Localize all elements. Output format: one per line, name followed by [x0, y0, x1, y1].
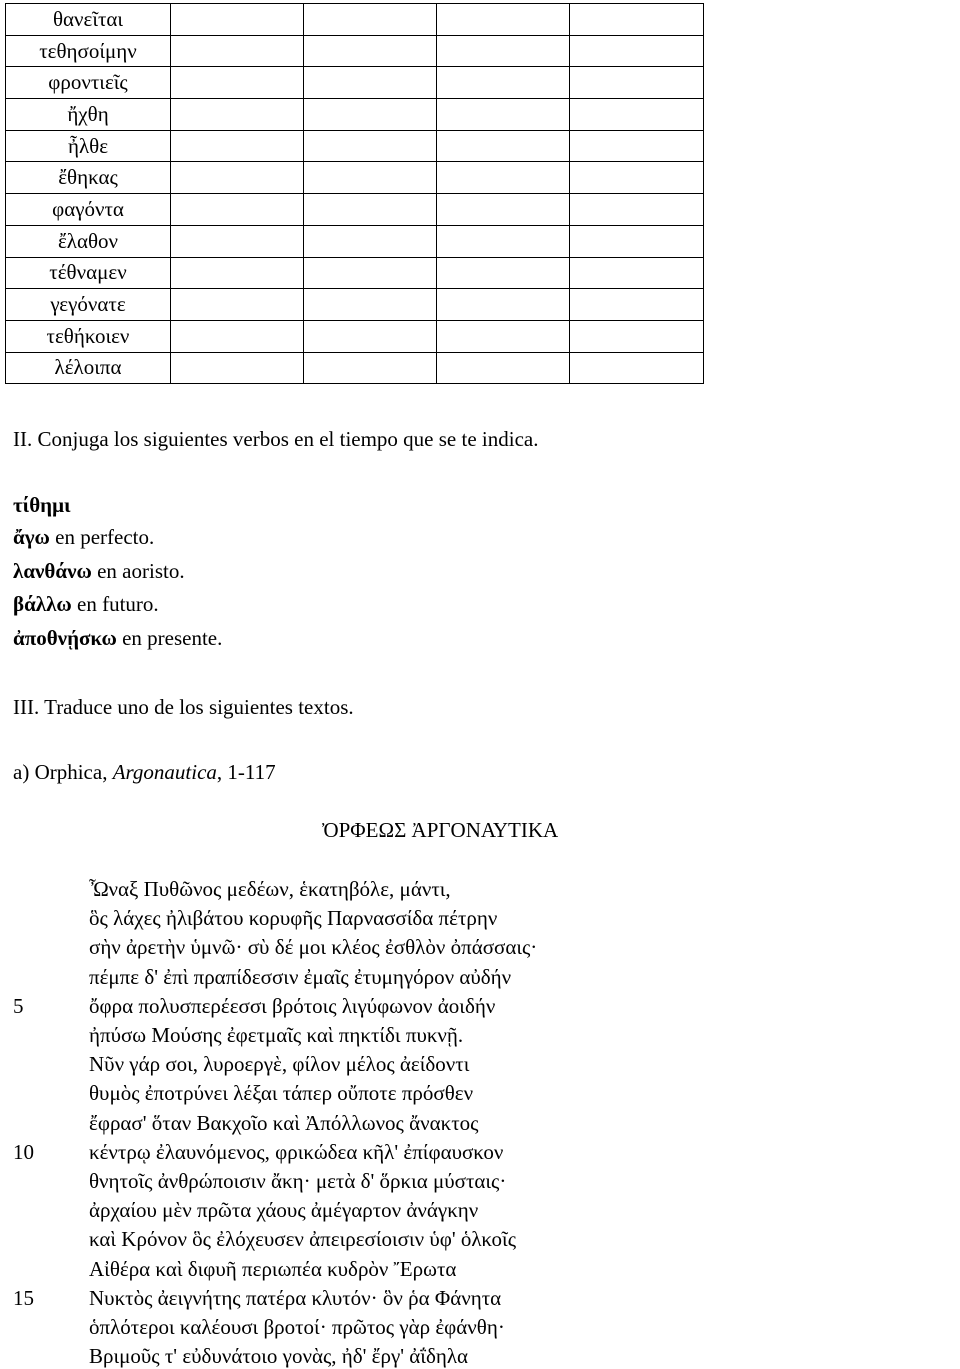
verb-item-verb: λανθάνω: [13, 559, 92, 583]
vocab-answer-cell: [570, 225, 704, 257]
vocab-answer-cell: [304, 194, 437, 226]
vocab-answer-cell: [570, 162, 704, 194]
vocab-answer-cell: [171, 225, 304, 257]
vocab-answer-cell: [304, 162, 437, 194]
vocab-word: ἤχθη: [6, 99, 171, 131]
text-line: ἠπύσω Μούσης ἐφετμαῖς καὶ πηκτίδι πυκνῇ.: [89, 1023, 464, 1047]
vocab-answer-cell: [171, 194, 304, 226]
source-prefix: a) Orphica,: [13, 760, 113, 784]
vocab-answer-cell: [171, 35, 304, 67]
vocab-row: [6, 257, 704, 289]
vocab-word: τέθναμεν: [6, 257, 171, 289]
verb-item-verb: βάλλω: [13, 592, 72, 616]
verb-item: [13, 493, 71, 517]
text-line: ἔφρασ' ὅταν Βακχοῖο καὶ Ἀπόλλωνος ἄνακτος: [89, 1110, 479, 1135]
vocab-word: τεθήκοιεν: [6, 320, 171, 352]
vocab-row: [6, 289, 704, 321]
vocab-answer-cell: [570, 289, 704, 321]
text-source-reference: [13, 760, 276, 784]
vocab-answer-cell: [437, 194, 570, 226]
vocab-answer-cell: [171, 352, 304, 384]
verb-item-verb: ἀποθνῄσκω: [13, 626, 117, 650]
vocab-answer-cell: [304, 289, 437, 321]
vocab-row: [6, 225, 704, 257]
vocab-word: θανεῖται: [6, 4, 171, 36]
verb-item-verb: ἄγω: [13, 525, 50, 549]
text-line: καὶ Κρόνον ὃς ἐλόχευσεν ἀπειρεσίοισιν ὑφ' ὁλκοῖς: [89, 1227, 517, 1252]
text-line: θυμὸς ἐποτρύνει λέξαι τάπερ οὔποτε πρόσθεν: [89, 1081, 474, 1106]
verb-item: [13, 592, 159, 616]
source-suffix: , 1-117: [216, 760, 276, 784]
vocab-word: τεθησοίμην: [6, 35, 171, 67]
text-line: Βριμοῦς τ' εὐδυνάτοιο γονὰς, ἠδ' ἔργ' ἀΐδηλα: [89, 1344, 469, 1369]
vocab-answer-cell: [304, 352, 437, 384]
vocab-answer-cell: [171, 67, 304, 99]
vocab-answer-cell: [437, 257, 570, 289]
text-line: Αἰθέρα καὶ διφυῆ περιωπέα κυδρὸν Ἔρωτα: [89, 1256, 457, 1281]
vocab-answer-cell: [304, 67, 437, 99]
vocab-answer-cell: [437, 67, 570, 99]
vocab-answer-cell: [437, 225, 570, 257]
vocab-answer-cell: [437, 130, 570, 162]
text-line: κέντρῳ ἐλαυνόμενος, φρικώδεα κῆλ' ἐπίφαυσκον: [89, 1139, 504, 1164]
vocab-row: [6, 4, 704, 36]
vocab-answer-cell: [304, 320, 437, 352]
verb-item: [13, 525, 154, 549]
section-3-heading: III. Traduce uno de los siguientes textos.: [13, 695, 354, 719]
verb-item-tense: en perfecto.: [49, 525, 155, 549]
vocab-answer-cell: [570, 35, 704, 67]
vocab-row: [6, 67, 704, 99]
text-line: Νῦν γάρ σοι, λυροεργὲ, φίλον μέλος ἀείδοντι: [89, 1052, 470, 1077]
verb-item-verb: τίθημι: [13, 493, 71, 517]
vocab-answer-cell: [437, 289, 570, 321]
vocab-answer-cell: [570, 194, 704, 226]
vocab-answer-cell: [304, 4, 437, 36]
vocab-word: φαγόντα: [6, 194, 171, 226]
vocab-answer-cell: [171, 4, 304, 36]
line-number: 5: [13, 993, 24, 1018]
vocab-answer-cell: [171, 162, 304, 194]
vocab-row: [6, 320, 704, 352]
vocab-answer-cell: [570, 352, 704, 384]
vocab-answer-cell: [304, 35, 437, 67]
vocab-answer-cell: [437, 320, 570, 352]
text-line: Ὦναξ Πυθῶνος μεδέων, ἑκατηβόλε, μάντι,: [89, 877, 451, 901]
verb-item-tense: en futuro.: [71, 592, 159, 616]
text-line: ὁπλότεροι καλέουσι βροτοί· πρῶτος γὰρ ἐφάνθη·: [89, 1315, 505, 1339]
vocab-word: λέλοιπα: [6, 352, 171, 384]
vocab-answer-cell: [570, 257, 704, 289]
vocab-answer-cell: [171, 99, 304, 131]
vocab-answer-cell: [304, 130, 437, 162]
line-number: 15: [13, 1285, 34, 1310]
source-work-title: Argonautica: [112, 760, 217, 784]
vocab-answer-cell: [570, 67, 704, 99]
verb-item: [13, 559, 185, 583]
vocab-answer-cell: [570, 99, 704, 131]
section-2-heading: II. Conjuga los siguientes verbos en el tiempo que se te indica.: [13, 427, 539, 451]
vocabulary-table: [5, 3, 704, 384]
vocab-row: [6, 99, 704, 131]
vocab-answer-cell: [171, 320, 304, 352]
vocab-answer-cell: [437, 352, 570, 384]
vocab-answer-cell: [570, 4, 704, 36]
text-line: ἀρχαίου μὲν πρῶτα χάους ἀμέγαρτον ἀνάγκην: [89, 1198, 479, 1223]
vocab-word: φροντιεῖς: [6, 67, 171, 99]
text-line: σὴν ἀρετὴν ὑμνῶ· σὺ δέ μοι κλέος ἐσθλὸν ὀπάσσαις·: [89, 935, 538, 960]
vocab-row: [6, 352, 704, 384]
vocab-answer-cell: [437, 99, 570, 131]
text-title: ὈΡΦΕΩΣ ἈΡΓΟΝΑΥΤΙΚΑ: [322, 818, 559, 842]
line-number: 10: [13, 1139, 34, 1164]
vocab-answer-cell: [304, 99, 437, 131]
vocab-answer-cell: [304, 225, 437, 257]
vocab-row: [6, 194, 704, 226]
vocab-answer-cell: [570, 320, 704, 352]
vocab-answer-cell: [304, 257, 437, 289]
text-line: ὄφρα πολυσπερέεσσι βρότοις λιγύφωνον ἀοιδήν: [89, 993, 496, 1018]
verb-item-tense: en aoristo.: [91, 559, 185, 583]
vocab-answer-cell: [437, 4, 570, 36]
vocab-answer-cell: [171, 130, 304, 162]
text-line: ὃς λάχες ἠλιβάτου κορυφῆς Παρνασσίδα πέτρην: [89, 906, 498, 931]
text-line: θνητοῖς ἀνθρώποισιν ἄκη· μετὰ δ' ὅρκια μύσταις·: [89, 1169, 507, 1193]
verb-item: [13, 626, 222, 650]
vocab-answer-cell: [171, 257, 304, 289]
vocab-answer-cell: [437, 162, 570, 194]
text-line: πέμπε δ' ἐπὶ πραπίδεσσιν ἐμαῖς ἐτυμηγόρον αὐδήν: [89, 964, 512, 989]
vocab-row: [6, 162, 704, 194]
vocabulary-table-body: [6, 4, 704, 384]
verb-item-tense: en presente.: [116, 626, 223, 650]
vocab-answer-cell: [171, 289, 304, 321]
vocab-word: ἔλαθον: [6, 225, 171, 257]
vocab-word: ἦλθε: [6, 130, 171, 162]
vocab-answer-cell: [570, 130, 704, 162]
vocab-row: [6, 130, 704, 162]
vocab-word: ἔθηκας: [6, 162, 171, 194]
vocab-row: [6, 35, 704, 67]
text-line: Νυκτὸς ἀειγνήτης πατέρα κλυτόν· ὃν ῥα Φάνητα: [89, 1285, 502, 1310]
vocab-answer-cell: [437, 35, 570, 67]
vocab-word: γεγόνατε: [6, 289, 171, 321]
